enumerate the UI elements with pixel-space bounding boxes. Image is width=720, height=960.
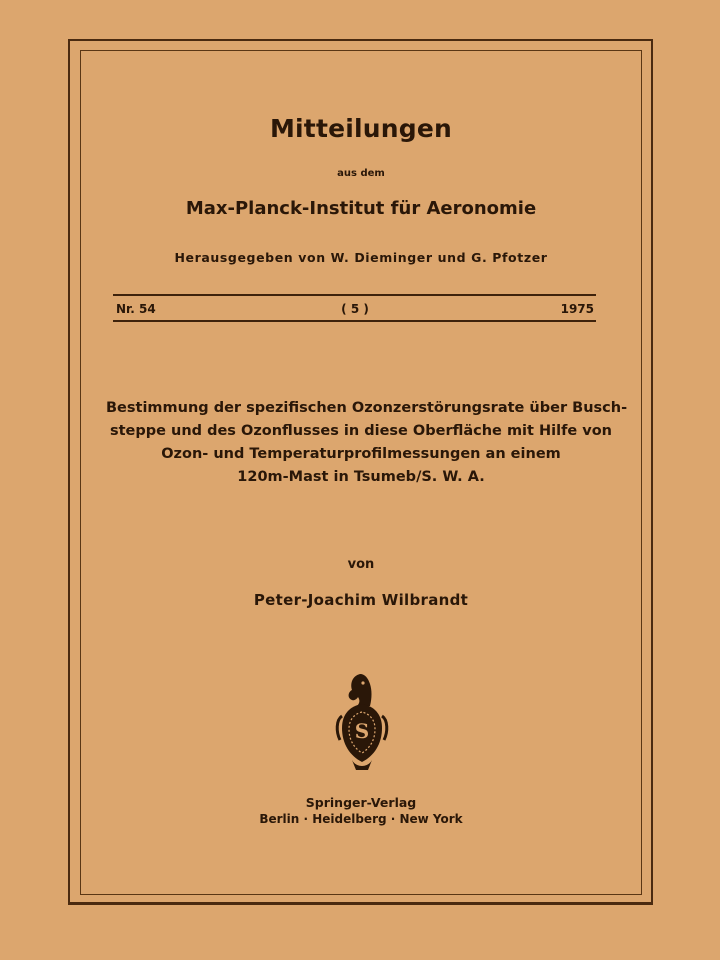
institute-name: Max-Planck-Institut für Aeronomie: [185, 198, 537, 219]
publisher-places: Berlin · Heidelberg · New York: [259, 812, 463, 826]
by-label: von: [347, 557, 375, 572]
title-line: Bestimmung der spezifischen Ozonzerstörungsrate über Busch-: [106, 400, 628, 416]
publisher-name: Springer-Verlag: [305, 795, 417, 810]
title-line: 120m-Mast in Tsumeb/S. W. A.: [237, 469, 485, 485]
svg-text:S: S: [354, 719, 370, 743]
title-line: Ozon- und Temperaturprofilmessungen an einem: [161, 446, 561, 462]
series-preposition: aus dem: [337, 168, 385, 179]
issue-number: Nr. 54: [116, 302, 156, 316]
series-title: Mitteilungen: [269, 114, 453, 143]
title-line: steppe und des Ozonflusses in diese Oberfläche mit Hilfe von: [109, 423, 613, 439]
volume-number: ( 5 ): [341, 302, 369, 316]
author-name: Peter-Joachim Wilbrandt: [253, 591, 469, 609]
bottom-rule-divider: [113, 320, 596, 322]
issue-info-row: [116, 301, 594, 317]
issue-year: 1975: [560, 302, 594, 316]
springer-knight-logo-icon: [330, 670, 394, 774]
work-title: [80, 397, 642, 489]
editors-line: Herausgegeben von W. Dieminger und G. Pfotzer: [174, 250, 548, 265]
top-rule-divider: [113, 294, 596, 296]
